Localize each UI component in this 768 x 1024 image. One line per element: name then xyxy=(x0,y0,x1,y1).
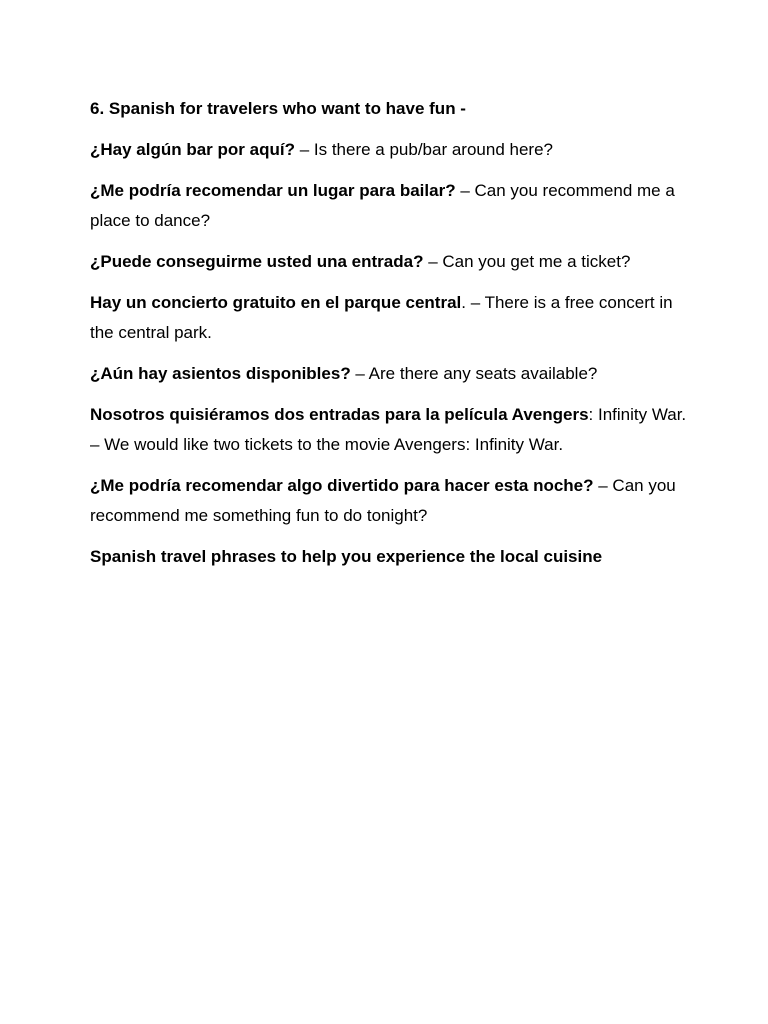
phrase-spanish: ¿Hay algún bar por aquí? xyxy=(90,140,295,159)
phrase-english: – Is there a pub/bar around here? xyxy=(294,140,553,159)
phrase-item xyxy=(90,176,690,236)
phrase-spanish: ¿Me podría recomendar algo divertido para hacer esta noche? xyxy=(90,476,594,495)
phrase-item xyxy=(90,288,690,348)
phrase-english: – Can you get me a ticket? xyxy=(423,252,631,271)
phrase-spanish: ¿Aún hay asientos disponibles? xyxy=(90,364,351,383)
section-subheading-text: Spanish travel phrases to help you experience the local cuisine xyxy=(90,547,603,566)
phrase-item xyxy=(90,400,690,460)
phrase-spanish: ¿Puede conseguirme usted una entrada? xyxy=(90,252,424,271)
section-heading xyxy=(90,94,690,124)
phrase-item xyxy=(90,359,690,389)
phrase-english: – Can you recommend me a place to dance? xyxy=(90,181,675,230)
phrase-spanish: Hay un concierto gratuito en el parque central xyxy=(90,293,462,312)
phrase-item xyxy=(90,135,690,165)
phrase-english: . – There is a free concert in the central park. xyxy=(90,293,673,342)
section-heading-text: 6. Spanish for travelers who want to have fun - xyxy=(90,99,466,118)
section-subheading xyxy=(90,542,690,572)
phrase-spanish: Nosotros quisiéramos dos entradas para la película Avengers xyxy=(90,405,589,424)
phrase-item xyxy=(90,247,690,277)
phrase-spanish: ¿Me podría recomendar un lugar para bailar? xyxy=(90,181,456,200)
phrase-item xyxy=(90,471,690,531)
phrase-english: : Infinity War. – We would like two tickets to the movie Avengers: Infinity War. xyxy=(90,405,687,454)
document-page xyxy=(90,94,690,583)
phrase-english: – Can you recommend me something fun to do tonight? xyxy=(90,476,676,525)
phrase-english: – Are there any seats available? xyxy=(350,364,598,383)
